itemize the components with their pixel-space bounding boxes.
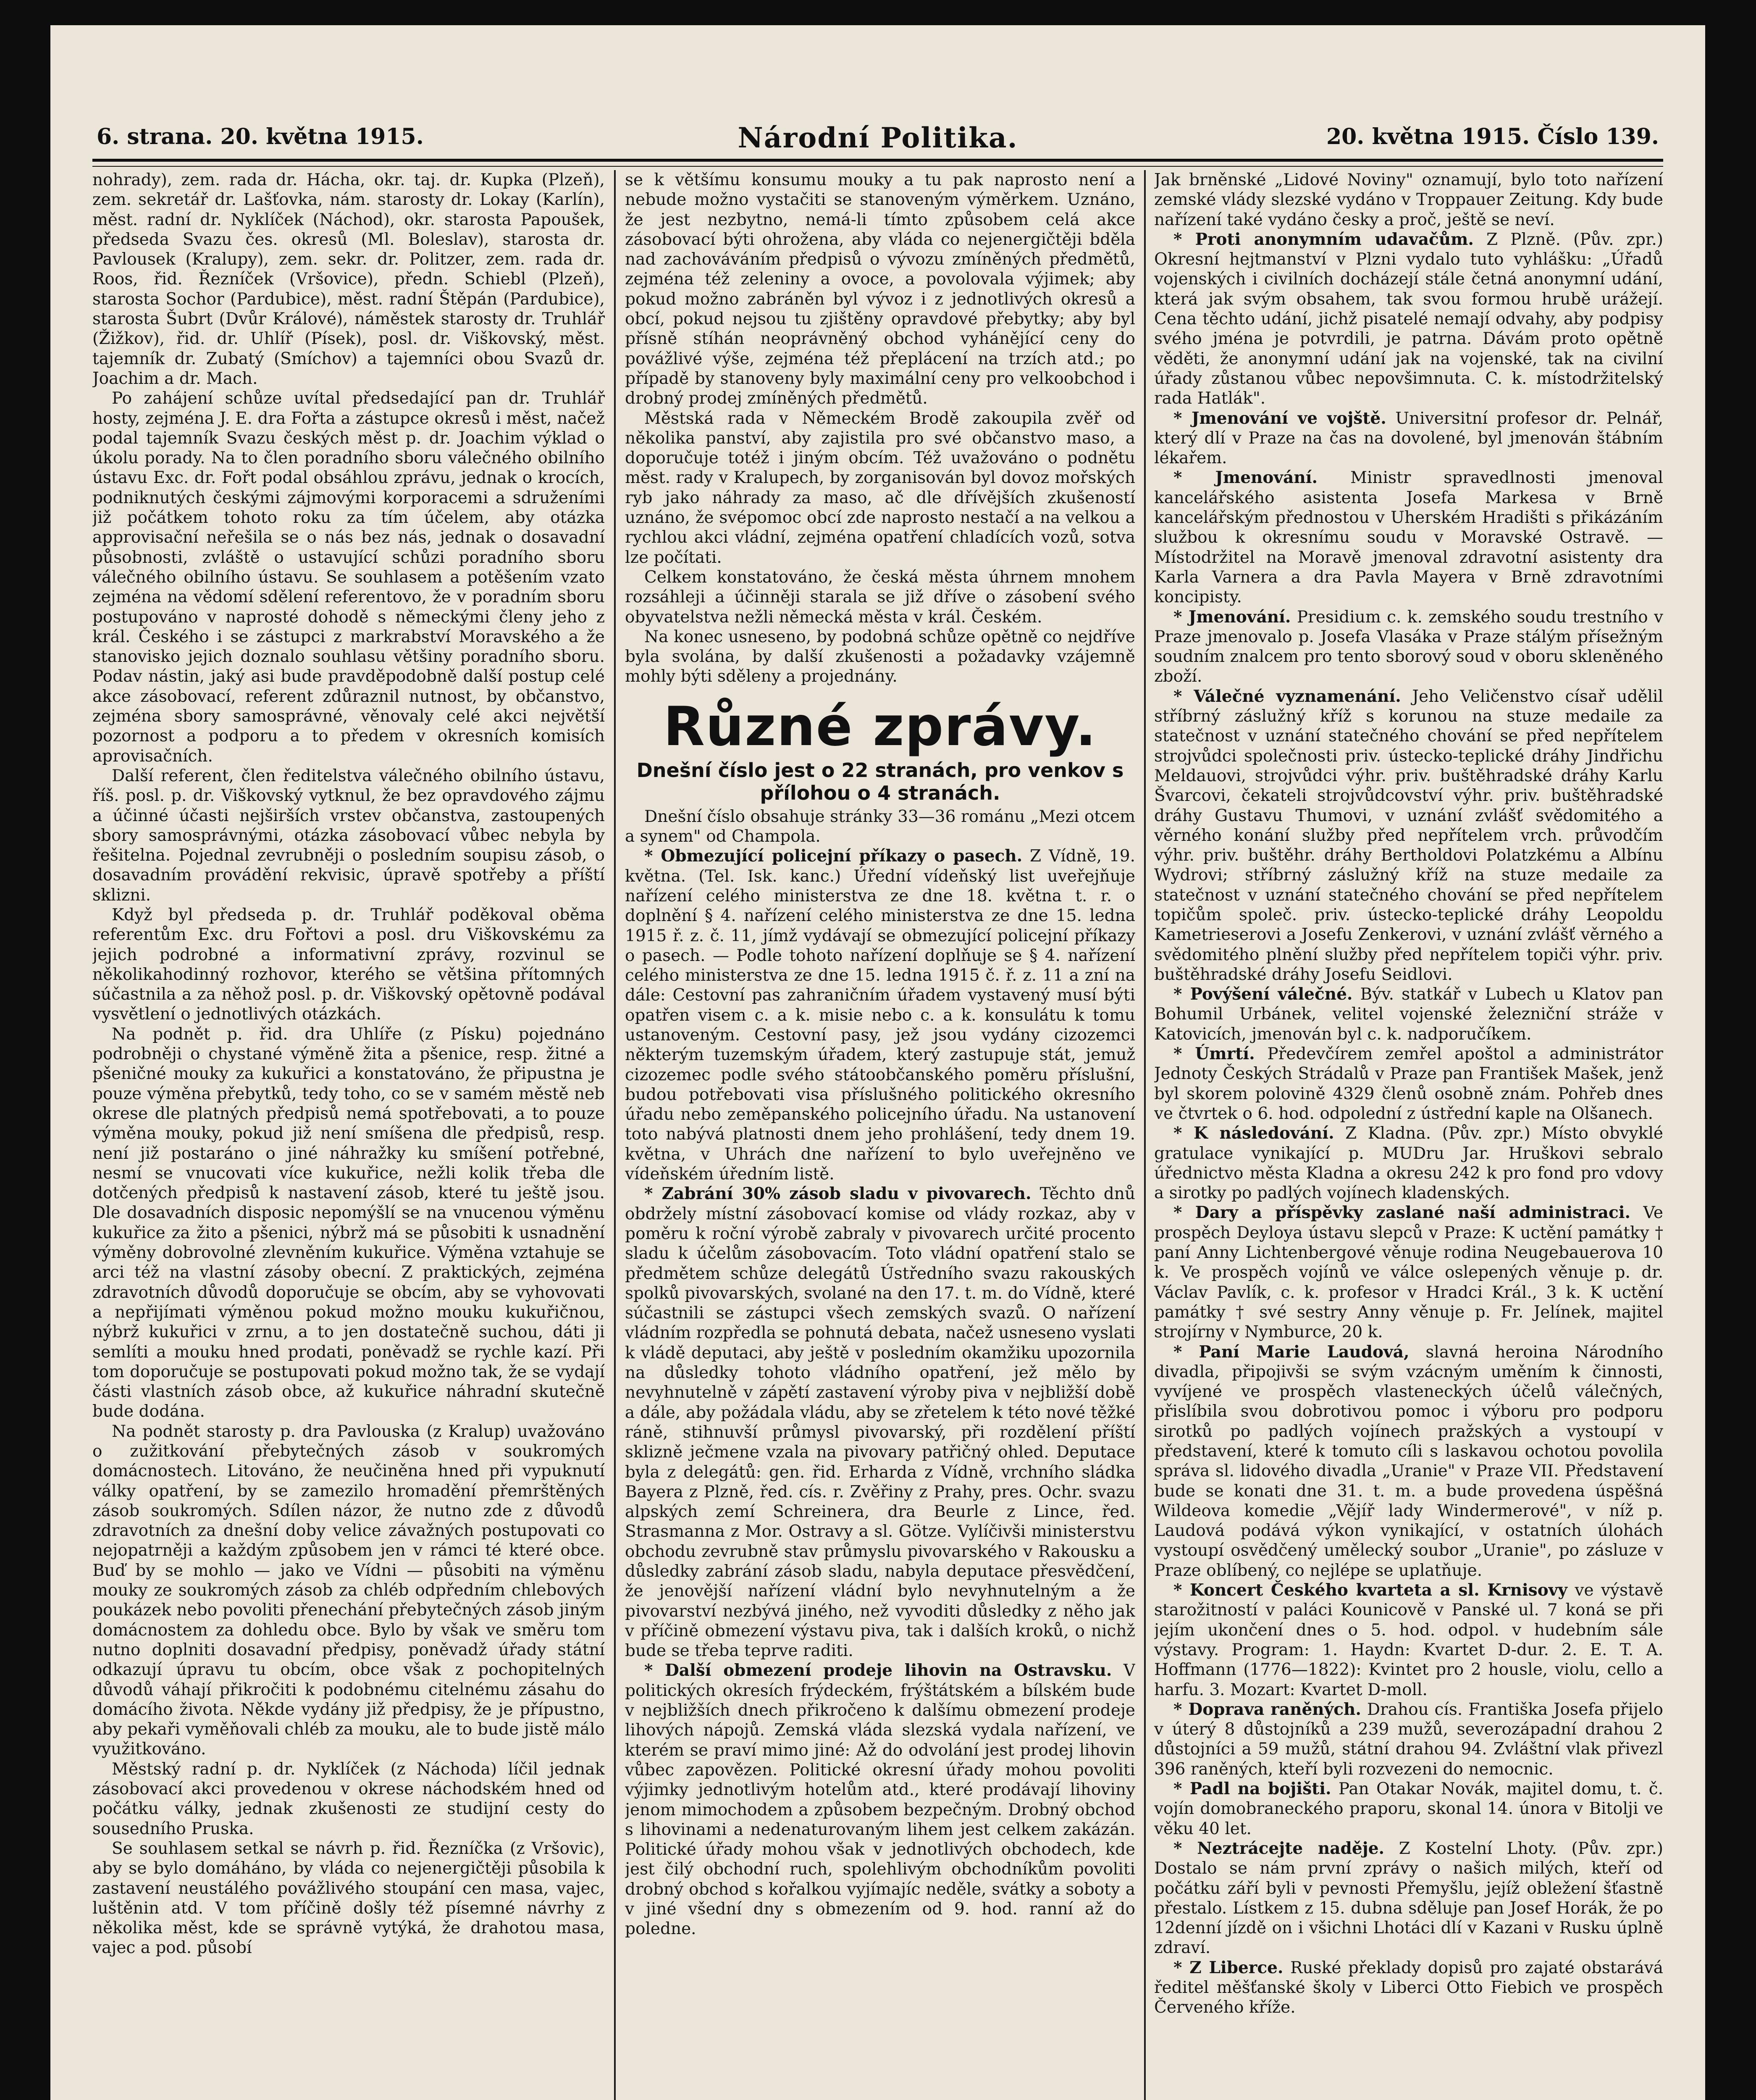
news-item: [625, 846, 1135, 1184]
issue-notice: Dnešní číslo jest o 22 stranách, pro venkov s přílohou o 4 stranách.: [636, 759, 1124, 804]
paragraph-text: Presidium c. k. zemského soudu trestního v Praze jmenovalo p. Josefa Vlasáka v Praze stálým přísežným soudním znalcem pro tento sborový soud v oboru skleněného zboží.: [1154, 607, 1663, 686]
article-paragraph: [92, 1422, 605, 1759]
news-item-headline: * Úmrtí.: [1173, 1044, 1255, 1064]
column-2: [625, 170, 1135, 2100]
news-item: [1154, 1700, 1663, 1779]
news-item-headline: * Proti anonymním udavačům.: [1173, 229, 1474, 249]
header-date-issue: 20. května 1915. Číslo 139.: [1326, 124, 1659, 150]
news-item: [1154, 1779, 1663, 1839]
columns-area: [92, 170, 1663, 2100]
news-item: [1154, 1839, 1663, 1958]
header-page-date: 6. strana. 20. května 1915.: [97, 124, 424, 150]
news-item-headline: * Dary a příspěvky zaslané naší administraci.: [1173, 1203, 1631, 1223]
paragraph-text: Na podnět p. řid. dra Uhlíře (z Písku) pojednáno podrobněji o chystané výměně žita a pšenice, resp. žitné a pšeničné mouky za kukuřici a konstatováno, že připustna je pouze výměna přebytků, tedy toho, co se v samém městě neb okrese dle platných předpisů nemá spotřebovati, a to pouze výměna mouky, pokud již není smíšena dle předpisů, resp. není již postaráno o jiné náhražky ku smíšení potřebné, nesmí se vnucovati více kukuřice, nežli kolik třeba dle dotčených předpisů k nastavení zásob, které tu ještě jsou. Dle dosavadních disposic nepomýšlí se na vnucenou výměnu kukuřice za žito a pšenici, nýbrž má se působiti k usnadnění výměny dobrovolné zlevněním kukuřice. Výměna vztahuje se arci též na vlastní zásoby obecní. Z praktických, zejména zdravotních důvodů doporučuje se obcím, aby se vyhovovati a nepřijímati výměnou pokud možno mouku kukuřičnou, nýbrž kukuřici v zrnu, a to jen dostatečně suchou, dáti ji semlíti a mouku hned prodati, poněvadž se rychle kazí. Při tom doporučuje se postupovati pokud možno tak, že se vydají části vlastních zásob obce, až kukuřice náhradní skutečně bude dodána.: [92, 1024, 605, 1421]
article-paragraph: [1154, 170, 1663, 230]
paragraph-text: Ve prospěch Deyloya ústavu slepců v Praze: K uctění památky † paní Anny Lichtenbergové věnuje rodina Neugebauerova 10 k. Ve prospěch vojínů ve válce oslepených věnuje p. dr. Václav Pavlík, c. k. profesor v Hradci Král., 3 k. K uctění památky † své sestry Anny věnuje p. Fr. Jelínek, majitel strojírny v Nymburce, 20 k.: [1154, 1203, 1663, 1342]
article-paragraph: [92, 1759, 605, 1839]
news-item: [625, 1661, 1135, 1939]
news-item: [1154, 607, 1663, 687]
paragraph-text: Jak brněnské „Lidové Noviny" oznamují, bylo toto nařízení zemské vlády slezské vydáno v Troppauer Zeitung. Kdy bude nařízení také vydáno česky a proč, ještě se neví.: [1154, 171, 1663, 229]
paragraph-text: Když byl předseda p. dr. Truhlář poděkoval oběma referentům Exc. dru Fořtovi a posl. dru Viškovskému za jejich podrobné a informativní zprávy, rozvinul se několikahodinný rozhovor, kterého se většina přítomných súčastnila a za něhož posl. p. dr. Viškovský opětovně podával vysvětlení o jednotlivých otázkách.: [92, 905, 605, 1024]
news-item: [1154, 1203, 1663, 1342]
paragraph-text: Městský radní p. dr. Nyklíček (z Náchoda) líčil jednak zásobovací akci provedenou v okrese náchodském hned od počátku války, jednak zkušenosti ze studijní cesty do sousedního Pruska.: [92, 1759, 605, 1838]
news-item-headline: * Padl na bojišti.: [1173, 1779, 1331, 1799]
article-paragraph: [625, 170, 1135, 409]
news-item: [1154, 1044, 1663, 1124]
article-paragraph: [92, 1839, 605, 1958]
paragraph-text: Býv. statkář v Lubech u Klatov pan Bohumil Urbánek, velitel vojenské železniční stráže v Katovicích, jmenován byl c. k. nadporučíkem.: [1154, 985, 1663, 1044]
article-paragraph: [92, 170, 605, 388]
news-item-headline: * Válečné vyznamenání.: [1173, 686, 1401, 706]
paragraph-text: Těchto dnů obdržely místní zásobovací komise od vlády rozkaz, aby v poměru k roční výrobě zabraly v pivovarech určité procento sladu k účelům zásobovacím. Toto vládní opatření stalo se předmětem schůze delegátů Ústředního svazu rakouských spolků pivovarských, svolané na den 17. t. m. do Vídně, které súčastnili se zástupci všech zemských svazů. O nařízení vládním rozpředla se pohnutá debata, načež usneseno vyslati k vládě deputaci, aby ještě v posledním okamžiku upozornila na důsledky tohoto vládního opatření, jež mělo by nevyhnutelně v zápětí zastavení výroby piva v nejbližší době a dále, aby požádala vládu, aby se zřetelem k této nové těžké ráně, stihnuvší průmysl pivovarský, při rozdělení příští sklizně ječmene vzala na pivovary patřičný ohled. Deputace byla z delegátů: gen. řid. Erharda z Vídně, vrchního sládka Bayera z Plzně, řed. cís. r. Zvěřiny z Prahy, pres. Ochr. svazu alpských zemí Schreinera, dra Beurle z Lince, řed. Strasmanna z Mor. Ostravy a sl. Götze. Vylíčivši ministerstvu obchodu zevrubně stav průmyslu pivovarského v Rakousku a důsledky zabrání zásob sladu, nabyla deputace přesvědčení, že jenovější nařízení vládní bylo nevyhnutelným a že pivovarství nezbývá jiného, než vyvoditi důsledky z něho jak v příčině obmezení výstavu piva, tak i dalších kroků, o nichž bude se třeba teprve raditi.: [625, 1184, 1135, 1661]
newspaper-page: [50, 25, 1705, 2100]
paragraph-text: slavná heroina Národního divadla, připojivši se svým vzácným uměním k činnosti, vyvíjené ve prospěch vlasteneckých účelů válečných, přislíbila svou dobrotivou pomoc i výboru pro podporu sirotků po padlých vojínech pražských a vystoupí v představení, které k tomuto cíli s laskavou ochotou povolila správa sl. lidového divadla „Uranie" v Praze VII. Představení bude se konati dne 31. t. m. a bude provedena úspěšná Wildeova komedie „Vějíř lady Windermerové", v níž p. Laudová podává výkon vynikající, v ostatních úlohách vystoupí osvědčený umělecký soubor „Uranie", po zásluze v Praze oblíbený, co nejlépe se uplatňuje.: [1154, 1342, 1663, 1580]
paragraph-text: Dnešní číslo obsahuje stránky 33—36 románu „Mezi otcem a synem" od Champola.: [625, 807, 1135, 846]
article-paragraph: [625, 409, 1135, 567]
paragraph-text: Ruské překlady dopisů pro zajaté obstarává ředitel měšťanské školy v Liberci Otto Fiebich ve prospěch Červeného kříže.: [1154, 1958, 1663, 2017]
header-rule: [92, 159, 1663, 167]
column-divider: [614, 170, 616, 2100]
paragraph-text: Městská rada v Německém Brodě zakoupila zvěř od několika panství, aby zajistila pro své občanstvo maso, a doporučuje totéž i jiným obcím. Též uvažováno o podnětu měst. rady v Kralupech, by zorganisován byl dovoz mořských ryb jako náhrady za maso, ač dle dřívějších zkušeností uznáno, že svépomoc obcí zde naprosto nestačí a na velkou a rychlou akci vládní, zejména opatření chladících vozů, sotva lze počítati.: [625, 409, 1135, 567]
article-paragraph: [92, 388, 605, 766]
article-paragraph: [625, 807, 1135, 847]
news-item-headline: * Zabrání 30% zásob sladu v pivovarech.: [644, 1184, 1032, 1204]
news-item-headline: * Jmenování.: [1173, 468, 1318, 488]
paragraph-text: nohrady), zem. rada dr. Hácha, okr. taj. dr. Kupka (Plzeň), zem. sekretář dr. Lašťovka, nám. starosty dr. Lokay (Karlín), měst. radní dr. Nyklíček (Náchod), okr. starosta Papoušek, předseda Svazu čes. okresů (Ml. Boleslav), starosta dr. Pavlousek (Kralupy), zem. sekr. dr. Politzer, zem. rada dr. Roos, řid. Řezníček (Vršovice), předn. Schiebl (Plzeň), starosta Sochor (Pardubice), měst. radní Štěpán (Pardubice), starosta Šubrt (Dvůr Králové), náměstek starosty dr. Truhlář (Žižkov), řid. dr. Uhlíř (Písek), posl. dr. Viškovský, měst. tajemník dr. Zubatý (Smíchov) a tajemníci obou Svazů dr. Joachim a dr. Mach.: [92, 171, 605, 388]
news-item-headline: * Koncert Českého kvarteta a sl. Krnisovy: [1173, 1580, 1568, 1600]
news-item-headline: * Neztrácejte naděje.: [1173, 1838, 1385, 1858]
news-item-headline: * Jmenování ve vojště.: [1173, 408, 1386, 428]
news-item-headline: * Povýšení válečné.: [1173, 984, 1353, 1004]
news-item-headline: * Další obmezení prodeje lihovin na Ostravsku.: [644, 1661, 1112, 1680]
news-item: [1154, 1342, 1663, 1581]
news-item: [1154, 468, 1663, 607]
news-item: [1154, 1124, 1663, 1203]
news-item-headline: * Obmezující policejní příkazy o pasech.: [644, 846, 1023, 866]
paragraph-text: Předevčírem zemřel apoštol a administrátor Jednoty Českých Strádalů v Praze pan František Mašek, jenž byl skorem polovině 4329 členů osobně znám. Pohřeb dnes ve čtvrtek o 6. hod. odpolední z ústřední kaple na Olšanech.: [1154, 1045, 1663, 1123]
paragraph-text: Jeho Veličenstvo císař udělil stříbrný záslužný kříž s korunou na stuze medaile za statečnost v uznání statečného chování se před nepřítelem strojvůdci společnosti priv. ústecko-teplické dráhy Jindřichu Meldauovi, strojvůdci výhr. priv. buštěhradské dráhy Karlu Švarcovi, čekateli strojvůdcovství výhr. priv. buštěhradské dráhy Gustavu Thumovi, v uznání zvlášť svědomitého a věrného konání služby před nepřítelem vrch. průvodčím výhr. priv. buštěhr. dráhy Bertholdovi Polatzkému a Albínu Wydrovi; stříbrný záslužný kříž na stuze medaile za statečnost v uznání statečného chování se před nepřítelem topičům společ. priv. ústecko-teplické dráhy Leopoldu Kametrieserovi a Josefu Zenkerovi, v uznání zvlášť věrného a svědomitého plnění služby před nepřítelem topiči výhr. priv. buštěhradské dráhy Josefu Seidlovi.: [1154, 687, 1663, 984]
paragraph-text: Z Vídně, 19. května. (Tel. Isk. kanc.) Úřední vídeňský list uveřejňuje nařízení celého ministerstva ze dne 18. května t. r. o doplnění § 4. nařízení celého ministerstva ze dne 15. ledna 1915 ř. z. č. 11, jímž vydávají se obmezující policejní příkazy o pasech. — Podle tohoto nařízení doplňuje se § 4. nařízení celého ministerstva ze dne 15. ledna 1915 č. ř. z. 11 a zní na dále: Cestovní pas zahraničním úřadem vystavený musí býti opatřen visem c. a k. misie nebo c. a k. konsulátu k tomu ustanoveným. Cestovní pasy, jež jsou vydány cizozemci některým tuzemským úřadem, který zastupuje stát, jemuž cizozemec podle svého státoobčanského poměru příslušní, budou potřebovati visa příslušného politického okresního úřadu nebo zeměpanského policejního úřadu. Na ustanovení toto nabývá platnosti dnem jeho prohlášení, tedy dnem 19. května, v Uhrách dne nařízení to bylo uveřejněno ve vídeňském úředním listě.: [625, 847, 1135, 1184]
news-item: [1154, 230, 1663, 409]
paragraph-text: Celkem konstatováno, že česká města úhrnem mnohem rozsáhleji a účinněji starala se již dříve o zásobení svého obyvatelstva nežli německá města v král. Českém.: [625, 567, 1135, 627]
news-item-headline: * Jmenování.: [1173, 607, 1291, 627]
paragraph-text: Z Kostelní Lhoty. (Pův. zpr.) Dostalo se nám první zprávy o našich milých, kteří od počátku září byli v pevnosti Přemyšlu, jejíž obležení šťastně přestalo. Lístkem z 15. dubna sděluje pan Josef Horák, že po 12denní jízdě on i všichni Lhotáci dlí v Kazani v Rusku úplně zdraví.: [1154, 1839, 1663, 1958]
paragraph-text: Se souhlasem setkal se návrh p. řid. Řezníčka (z Vršovic), aby se bylo domáháno, by vláda co nejenergičtěji působila k zastavení neustálého povážlivého stoupání cen masa, vajec, luštěnin atd. V tom příčině došly též písemné návrhy z několika měst, kde se správně vytýká, že drahotou masa, vajec a pod. působí: [92, 1839, 605, 1958]
article-paragraph: [92, 1024, 605, 1422]
page-header: [97, 121, 1659, 162]
paragraph-text: Z Plzně. (Pův. zpr.) Okresní hejtmanství v Plzni vydalo tuto vyhlášku: „Úřadů vojenských i civilních docházejí stále četná anonymní udání, která jak svým obsahem, tak svou formou hrubě urážejí. Cena těchto udání, jichž pisatelé nemají odvahy, aby podpisy svého jména je potvrdili, je patrna. Dávám proto opětně věděti, že anonymní udání jak na vojenské, tak na civilní úřady zůstanou vůbec nepovšimnuta. C. k. místodržitelský rada Hatlák".: [1154, 230, 1663, 408]
news-item: [1154, 409, 1663, 468]
paragraph-text: Ministr spravedlnosti jmenoval kancelářského asistenta Josefa Markesa v Brně kancelářským přednostou v Uherském Hradišti s přikázáním službou k okresnímu soudu v Moravské Ostravě. — Místodržitel na Moravě jmenoval zdravotní asistenty dra Karla Varnera a dra Pavla Mayera v Brně zdravotními koncipisty.: [1154, 468, 1663, 607]
paragraph-text: Další referent, člen ředitelstva válečného obilního ústavu, říš. posl. p. dr. Viškovský vytknul, že bez opravdového zájmu a účinné účasti nejširších vrstev občanstva, zastoupených sbory samosprávnými, otázka zásobovací vůbec nebyla by řešitelna. Pojednal zevrubněji o posledním soupisu zásob, o dosavadním provádění rekvisic, úpravě spotřeby a příští sklizni.: [92, 766, 605, 905]
news-item: [1154, 687, 1663, 984]
paragraph-text: se k většímu konsumu mouky a tu pak naprosto není a nebude možno vystačiti se stanoveným výměrkem. Uznáno, že jest nezbytno, nemá-li tímto způsobem celá akce zásobovací býti ohrožena, aby vláda co nejenergičtěji bděla nad zachováváním předpisů o vývozu zmíněných předmětů, zejména též zeleniny a ovoce, a povolovala výjimek; aby pokud možno zabráněn byl vývoz i z jednotlivých okresů a obcí, pokud nejsou tu zjištěny opravdové přebytky; aby byl přísně stíhán neoprávněný obchod vyhánějící ceny do povážlivé výše, zejména též přeplácení na trzích atd.; po případě by stanoveny byly maximální ceny pro velkoobchod i drobný prodej zmíněných předmětů.: [625, 171, 1135, 408]
news-item: [1154, 984, 1663, 1044]
paragraph-text: ve výstavě starožitností v paláci Kounicově v Panské ul. 7 koná se při jejím ukončení dnes o 5. hod. odpol. v hudebním sále výstavy. Program: 1. Haydn: Kvartet D-dur. 2. E. T. A. Hoffmann (1776—1822): Kvintet pro 2 housle, violu, cello a harfu. 3. Mozart: Kvartet D-moll.: [1154, 1581, 1663, 1699]
section-heading: Různé zprávy.: [663, 695, 1097, 758]
paragraph-text: Universitní profesor dr. Pelnář, který dlí v Praze na čas na dovolené, byl jmenován štábním lékařem.: [1154, 409, 1663, 468]
news-item: [1154, 1580, 1663, 1700]
paragraph-text: Po zahájení schůze uvítal předsedající pan dr. Truhlář hosty, zejména J. E. dra Fořta a zástupce okresů i měst, načež podal tajemník Svazu českých měst p. dr. Joachim výklad o úkolu porady. Na to člen poradního sboru válečného obilního ústavu Exc. dr. Fořt podal obsáhlou zprávu, jednak o krocích, podniknutých českými zájmovými korporacemi a sdruženími již počátkem tohoto roku za tím účelem, aby otázka approvisační neřešila se o nás bez nás, jednak o dosavadní působnosti, zvláště o ustavující schůzi poradního sboru válečného obilního ústavu. Se souhlasem a potěšením vzato zejména na vědomí sdělení referentovo, že v poradním sboru postupováno v naprosté dohodě s německými členy jeho z král. Českého i se zástupci z markrabství Moravského a že stanovisko jejich doznalo souhlasu většiny poradního sboru. Podav nástin, jaký asi bude pravděpodobně další postup celé akce zásobovací, referent zdůraznil nutnost, by občanstvo, zejména sbory samosprávné, věnovaly celé akci největší pozornost a podporu a to předem v okresních komisích aprovisačních.: [92, 389, 605, 766]
column-3: [1154, 170, 1663, 2100]
news-item-headline: * K následování.: [1173, 1124, 1334, 1143]
paragraph-text: Pan Otakar Novák, majitel domu, t. č. vojín domobraneckého praporu, skonal 14. února v Bitolji ve věku 40 let.: [1154, 1780, 1663, 1838]
news-item-headline: * Paní Marie Laudová,: [1173, 1342, 1410, 1362]
news-item: [625, 1184, 1135, 1661]
masthead-title: Národní Politika.: [738, 121, 1018, 154]
article-paragraph: [625, 627, 1135, 687]
news-item: [1154, 1958, 1663, 2018]
news-item-headline: * Doprava raněných.: [1173, 1699, 1361, 1719]
column-divider: [1144, 170, 1146, 2100]
article-paragraph: [92, 766, 605, 905]
column-1: [92, 170, 605, 2100]
paragraph-text: Na podnět starosty p. dra Pavlouska (z Kralup) uvažováno o zužitkování přebytečných zásob v soukromých domácnostech. Litováno, že neučiněna hned při vypuknutí války opatření, by se zamezilo hromadění přemrštěných zásob soukromých. Sdílen názor, že nutno zde z důvodů zdravotních za dnešní doby velice závažných postupovati co nejopatrněji a každým způsobem jen v rámci té které obce. Buď by se mohlo — jako ve Vídni — působiti na výměnu mouky ze soukromých zásob za chléb odpředním chlebových poukázek nebo povoliti přenechání přebytečných zásob jiným domácnostem za dohledu obce. Bylo by však ve směru tom nutno doplniti dosavadní předpisy, poněvadž úřady státní odkazují úpravu tu obcím, obce však z pochopitelných důvodů váhají přikročiti k podobnému citelnému zásahu do domácího života. Někde vydány již předpisy, že je přípustno, aby pekaři vyměňovali chléb za mouku, ale to bude jistě málo využitkováno.: [92, 1422, 605, 1759]
paragraph-text: Drahou cís. Františka Josefa přijelo v úterý 8 důstojníků a 239 mužů, severozápadní drahou 2 důstojníci a 59 mužů, státní drahou 94. Zvláštní vlak přivezl 396 raněných, kteří byli rozvezeni do nemocnic.: [1154, 1700, 1663, 1779]
paragraph-text: Na konec usneseno, by podobná schůze opětně co nejdříve byla svolána, by další zkušenosti a požadavky vzájemně mohly býti sděleny a projednány.: [625, 627, 1135, 686]
article-paragraph: [92, 905, 605, 1024]
paragraph-text: V politických okresích frýdeckém, frýštátském a bílském bude v nejbližších dnech přikročeno k dalšímu obmezení prodeje lihových nápojů. Zemská vláda slezská vydala nařízení, ve kterém se praví mimo jiné: Až do odvolání jest prodej lihovin vůbec zapovězen. Politické okresní úřady mohou povoliti výjimky jednotlivým hotelům atd., které prodávají lihoviny jenom mimochodem a způsobem bezpečným. Drobný obchod s lihovinami a nedenaturovaným lihem jest celkem zakázán. Politické úřady mohou však v jednotlivých obchodech, kde jest čilý obchodní ruch, spolehlivým obchodníkům povoliti drobný obchod s kořalkou vyjímajíc neděle, svátky a soboty a v jiné všední dny s obmezením od 9. hod. ranní až do poledne.: [625, 1661, 1135, 1939]
article-paragraph: [625, 567, 1135, 627]
paragraph-text: Z Kladna. (Pův. zpr.) Místo obvyklé gratulace vynikající p. MUDru Jar. Hruškovi sebralo úřednictvo města Kladna a okresu 242 k pro fond pro vdovy a sirotky po padlých vojínech kladenských.: [1154, 1124, 1663, 1203]
news-item-headline: * Z Liberce.: [1173, 1958, 1284, 1977]
